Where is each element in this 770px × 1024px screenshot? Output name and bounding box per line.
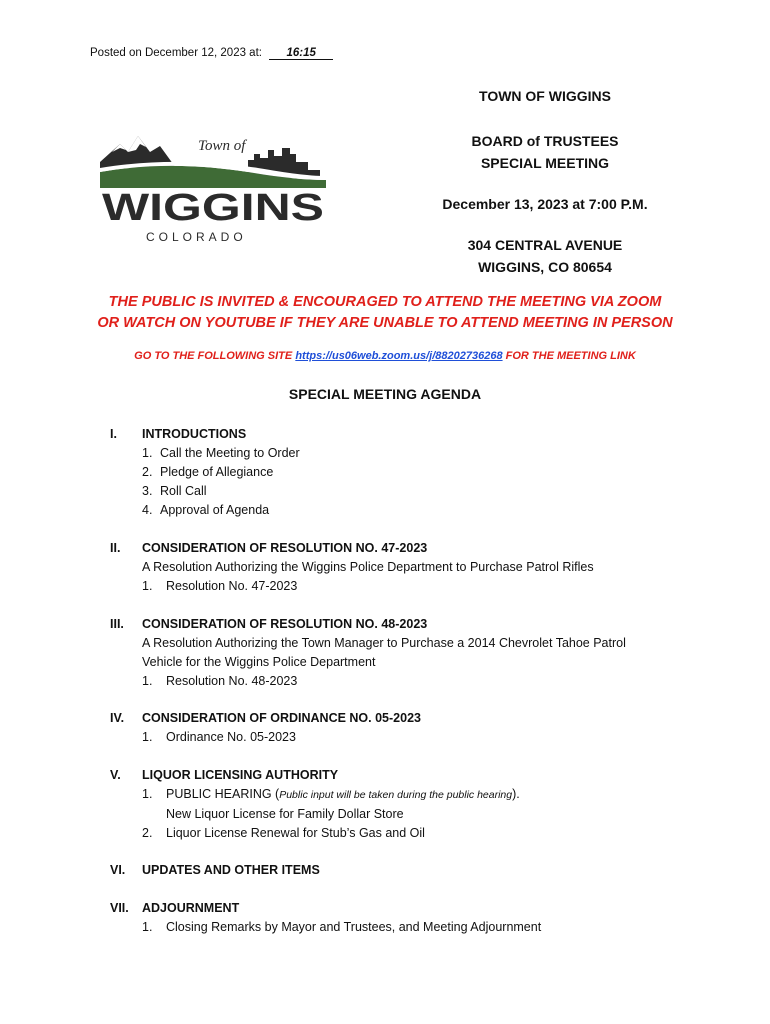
section-number: VI. [110,863,126,877]
section-title: INTRODUCTIONS [142,427,247,441]
section-liquor-licensing [110,766,710,843]
address-line-1: 304 CENTRAL AVENUE [467,237,623,253]
posted-time: 16:15 [269,47,333,60]
section-title: CONSIDERATION OF RESOLUTION NO. 47-2023 [142,541,428,555]
zoom-link[interactable]: https://us06web.zoom.us/j/88202736268 [295,350,503,362]
section-number: VII. [110,901,129,915]
section-description-2: Vehicle for the Wiggins Police Department [142,655,376,669]
section-resolution-47 [110,539,710,596]
section-title: CONSIDERATION OF RESOLUTION NO. 48-2023 [142,617,428,631]
agenda-title: SPECIAL MEETING AGENDA [288,386,482,402]
section-number: V. [110,768,121,782]
meeting-link-line [0,350,770,362]
logo-name: WIGGINS [102,187,324,229]
link-suffix: FOR THE MEETING LINK [505,350,636,362]
public-invite-notice [0,292,770,334]
section-number: III. [110,617,124,631]
meeting-datetime: December 13, 2023 at 7:00 P.M. [442,196,648,212]
list-item: 1. Closing Remarks by Mayor and Trustees, and Meeting Adjournment [142,920,542,934]
logo-town-of: Town of [198,138,246,154]
section-title: ADJOURNMENT [142,901,240,915]
list-item: 1. Resolution No. 48-2023 [142,674,298,688]
list-item: 1. Ordinance No. 05-2023 [142,730,296,744]
section-ordinance-05 [110,709,710,747]
address-line-2: WIGGINS, CO 80654 [478,259,612,275]
list-item: 2. Liquor License Renewal for Stub’s Gas and Oil [142,826,425,840]
posted-line [90,47,333,60]
list-item: 1. PUBLIC HEARING (Public input will be taken during the public hearing). New Liquor License for Family Dollar Store [142,785,710,824]
town-logo [98,122,338,252]
section-description: A Resolution Authorizing the Wiggins Police Department to Purchase Patrol Rifles [142,560,594,574]
list-item: 4. Approval of Agenda [142,503,270,517]
town-title: TOWN OF WIGGINS [479,88,611,104]
section-introductions [110,425,710,520]
notice-line-2: OR WATCH ON YOUTUBE IF THEY ARE UNABLE TO ATTEND MEETING IN PERSON [97,315,673,331]
list-item: 1. Resolution No. 47-2023 [142,579,298,593]
posted-prefix: Posted on December 12, 2023 at: [90,47,262,59]
list-item: 3. Roll Call [142,484,207,498]
section-title: CONSIDERATION OF ORDINANCE NO. 05-2023 [142,711,421,725]
section-description-1: A Resolution Authorizing the Town Manager to Purchase a 2014 Chevrolet Tahoe Patrol [142,636,626,650]
section-updates [110,861,710,880]
logo-state: COLORADO [146,230,247,244]
board-title: BOARD of TRUSTEES [471,133,619,149]
section-number: IV. [110,711,125,725]
wiggins-logo-graphic [98,122,338,252]
section-title: UPDATES AND OTHER ITEMS [142,863,320,877]
meeting-type: SPECIAL MEETING [480,155,610,171]
list-item-continuation: New Liquor License for Family Dollar Store [166,807,404,821]
list-item: 2. Pledge of Allegiance [142,465,274,479]
section-title: LIQUOR LICENSING AUTHORITY [142,768,339,782]
section-number: II. [110,541,121,555]
section-adjournment [110,899,710,937]
section-number: I. [110,427,117,441]
section-resolution-48 [110,615,710,691]
notice-line-1: THE PUBLIC IS INVITED & ENCOURAGED TO ATTEND THE MEETING VIA ZOOM [108,294,662,310]
public-hearing-note: Public input will be taken during the public hearing [279,789,513,801]
list-item: 1. Call the Meeting to Order [142,446,300,460]
link-prefix: GO TO THE FOLLOWING SITE [134,350,293,362]
